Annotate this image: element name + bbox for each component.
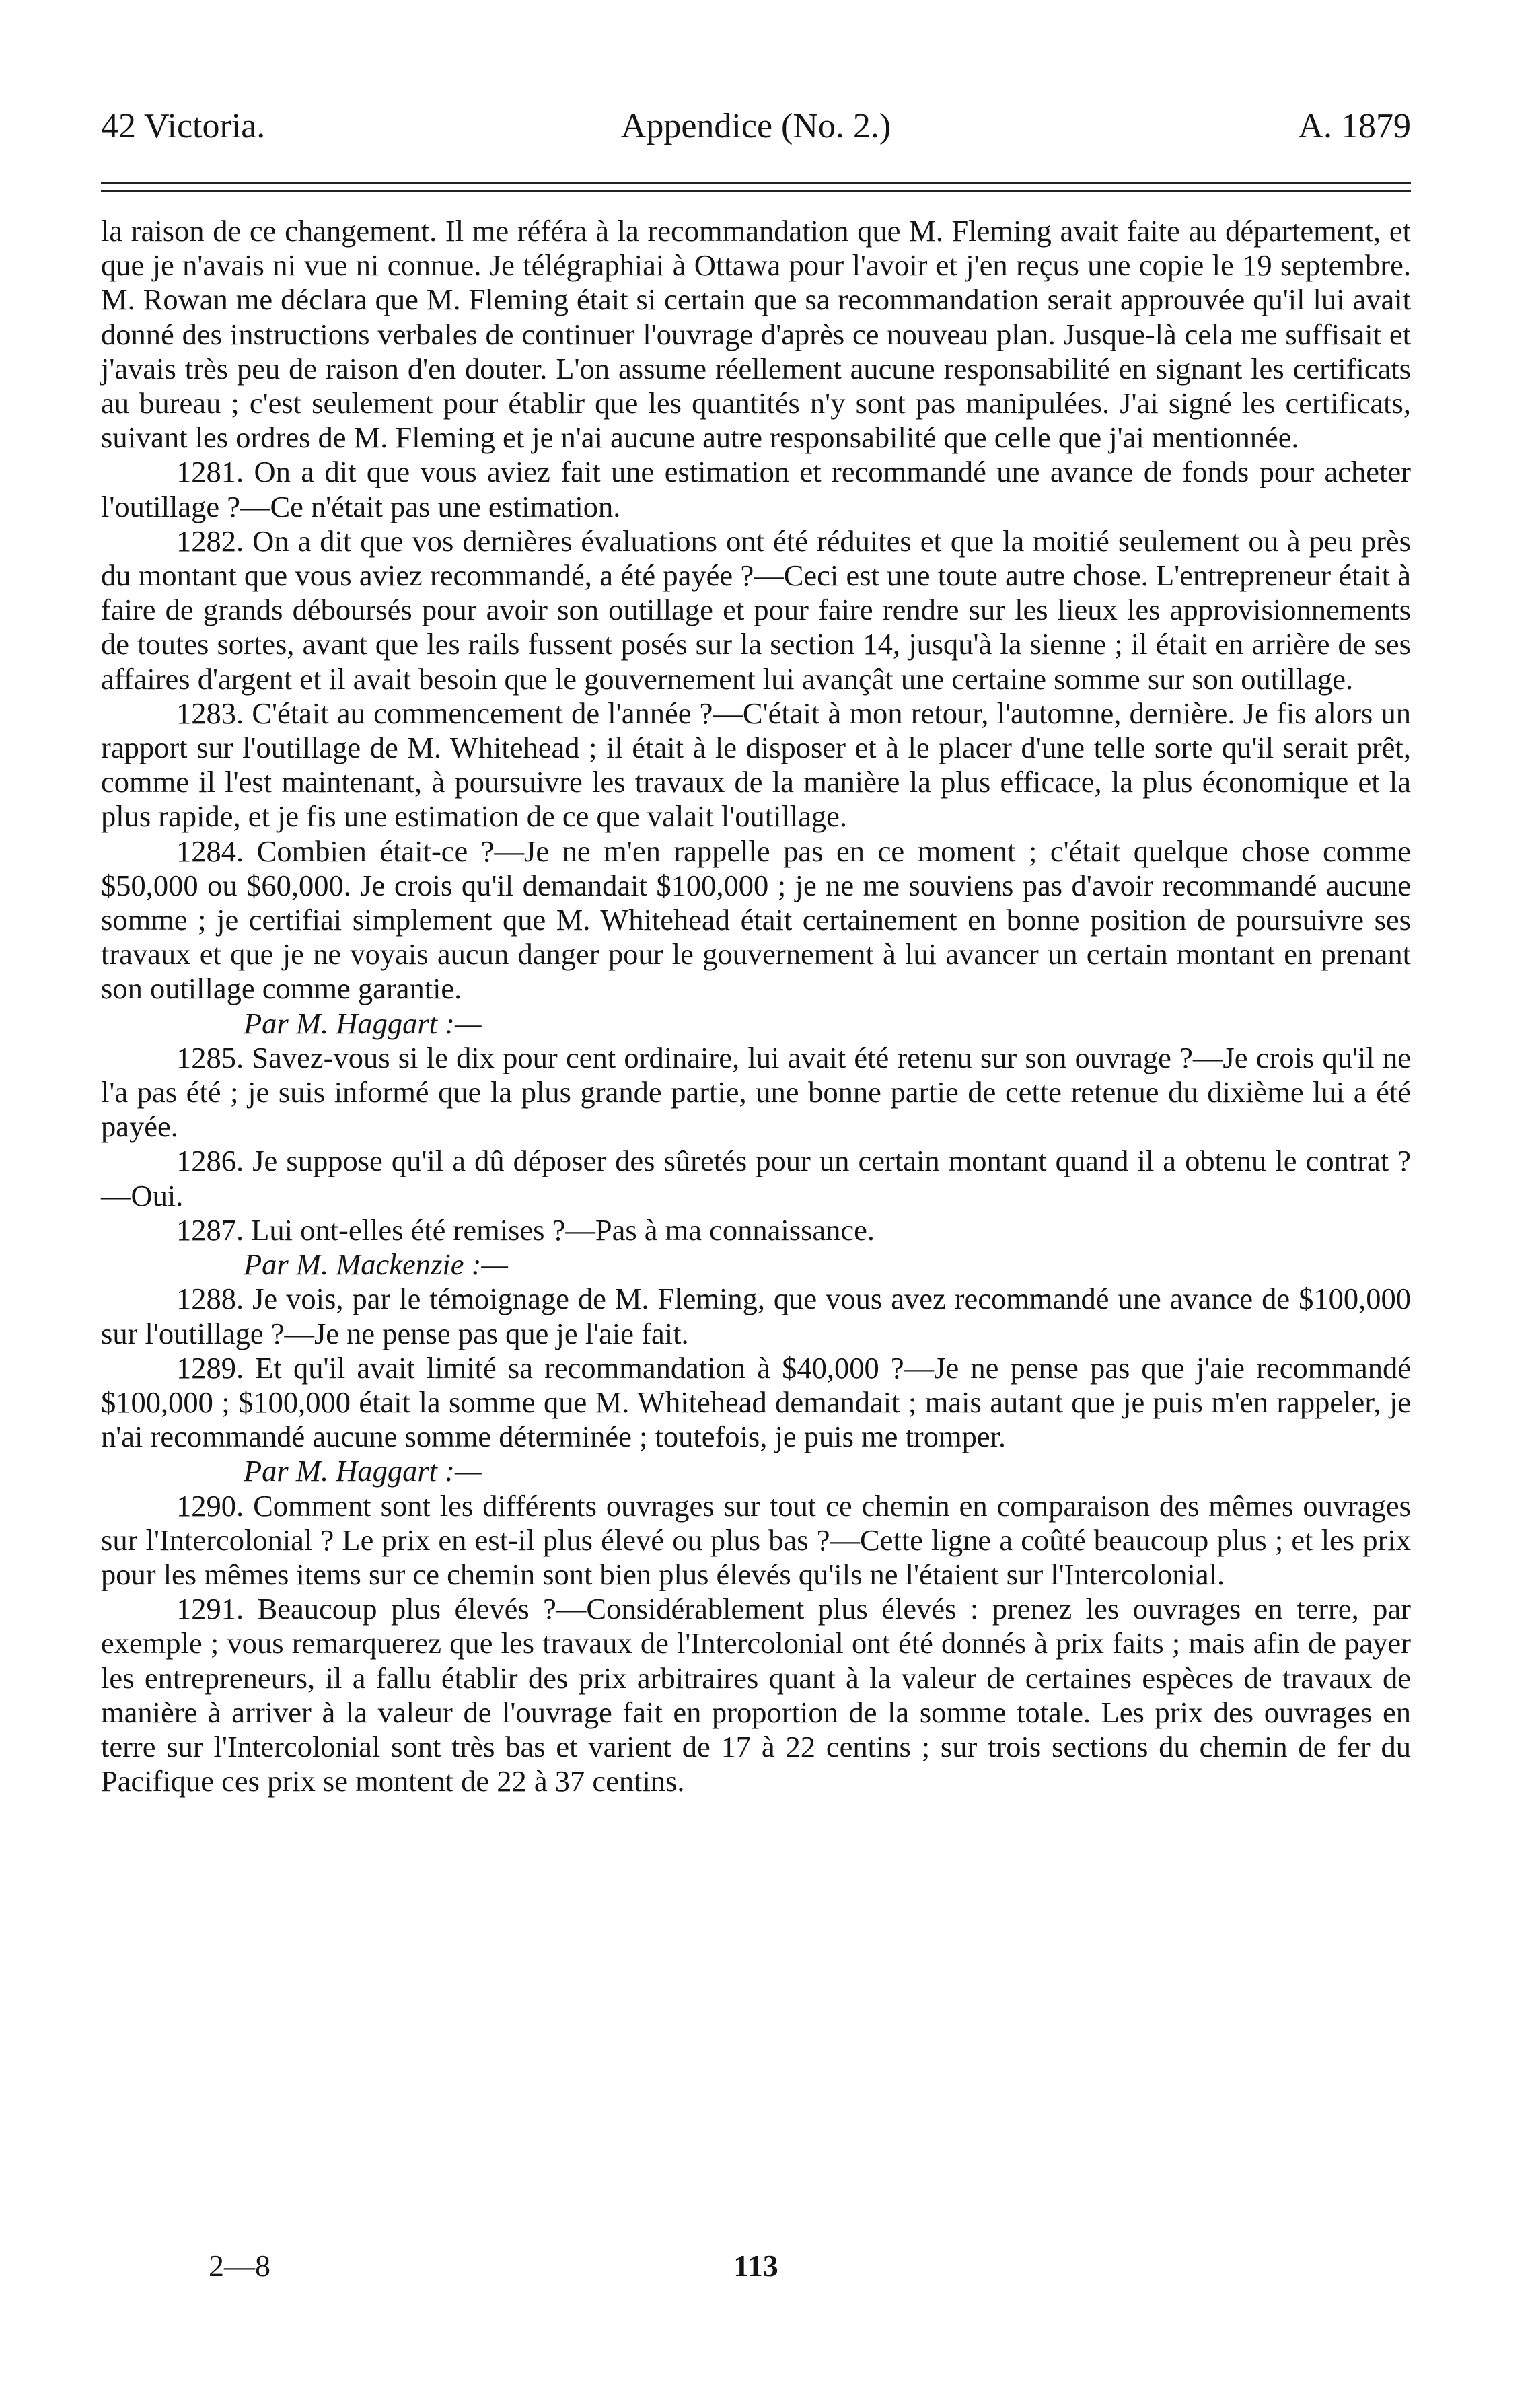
testimony-1290: 1290. Comment sont les différents ouvrages sur tout ce chemin en comparaison des mêmes ouvrages sur l'Intercolonial ? Le prix en est-il plus élevé ou plus bas ?—Cette ligne a coûté beaucoup plus ; et les prix pour les mêmes items sur ce chemin sont bien plus élevés qu'ils ne l'étaient sur l'Intercolonial. (101, 1488, 1411, 1591)
signature-mark: 2—8 (209, 2249, 270, 2283)
testimony-1285: 1285. Savez-vous si le dix pour cent ordinaire, lui avait été retenu sur son ouvrage ?—Je crois qu'il ne l'a pas été ; je suis informé que la plus grande partie, une bonne partie de cette retenue du dixième lui a été payée. (101, 1040, 1411, 1144)
header-appendix: Appendice (No. 2.) (620, 107, 891, 145)
speaker-heading-mackenzie: Par M. Mackenzie :— (244, 1247, 508, 1282)
header-year: A. 1879 (1298, 107, 1411, 145)
page-footer (101, 2247, 1411, 2285)
speaker-heading-haggart: Par M. Haggart :— (244, 1006, 482, 1040)
testimony-1282: 1282. On a dit que vos dernières évaluations ont été réduites et que la moitié seulement ou à peu près du montant que vous aviez recommandé, a été payée ?—Ceci est une toute autre chose. L'entrepreneur était à faire de grands déboursés pour avoir son outillage et pour faire rendre sur les lieux les approvisionnements de toutes sortes, avant que les rails fussent posés sur la section 14, jusqu'à la sienne ; il était en arrière de ses affaires d'argent et il avait besoin que le gouvernement lui avançât une certaine somme sur son outillage. (101, 523, 1411, 696)
speaker-heading-haggart-2: Par M. Haggart :— (244, 1454, 482, 1488)
testimony-1284: 1284. Combien était-ce ?—Je ne m'en rappelle pas en ce moment ; c'était quelque chose comme $50,000 ou $60,000. Je crois qu'il demandait $100,000 ; je ne me souviens pas d'avoir recommandé aucune somme ; je certifiai simplement que M. Whitehead était certainement en bonne position de poursuivre ses travaux et que je ne voyais aucun danger pour le gouvernement à lui avancer un certain montant en prenant son outillage comme garantie. (101, 834, 1411, 1006)
testimony-1291: 1291. Beaucoup plus élevés ?—Considérablement plus élevés : prenez les ouvrages en terre, par exemple ; vous remarquerez que les travaux de l'Intercolonial ont été donnés à prix faits ; mais afin de payer les entrepreneurs, il a fallu établir des prix arbitraires quant à la valeur de certaines espèces de travaux de manière à arriver à la valeur de l'ouvrage fait en proportion de la somme totale. Les prix des ouvrages en terre sur l'Intercolonial sont très bas et varient de 17 à 22 centins ; sur trois sections du chemin de fer du Pacifique ces prix se montent de 22 à 37 centins. (101, 1592, 1411, 1798)
testimony-1283: 1283. C'était au commencement de l'année ?—C'était à mon retour, l'automne, dernière. Je fis alors un rapport sur l'outillage de M. Whitehead ; il était à le disposer et à le placer d'une telle sorte qu'il serait prêt, comme il l'est maintenant, à poursuivre les travaux de la manière la plus efficace, la plus économique et la plus rapide, et je fis une estimation de ce que valait l'outillage. (101, 696, 1411, 834)
testimony-1286: 1286. Je suppose qu'il a dû déposer des sûretés pour un certain montant quand il a obtenu le contrat ?—Oui. (101, 1144, 1411, 1212)
header-rule-top (101, 182, 1411, 184)
page-number: 113 (733, 2249, 778, 2283)
body-text (101, 214, 1411, 1798)
testimony-1287: 1287. Lui ont-elles été remises ?—Pas à ma connaissance. (176, 1212, 875, 1247)
header-session: 42 Victoria. (101, 107, 266, 145)
running-header (101, 100, 1411, 153)
paragraph-continued: la raison de ce changement. Il me référa à la recommandation que M. Fleming avait faite au département, et que je n'avais ni vue ni connue. Je télégraphiai à Ottawa pour l'avoir et j'en reçus une copie le 19 septembre. M. Rowan me déclara que M. Fleming était si certain que sa recommandation serait approuvée qu'il lui avait donné des instructions verbales de continuer l'ouvrage d'après ce nouveau plan. Jusque-là cela me suffisait et j'avais très peu de raison d'en douter. L'on assume réellement aucune responsabilité en signant les certificats au bureau ; c'est seulement pour établir que les quantités n'y sont pas manipulées. J'ai signé les certificats, suivant les ordres de M. Fleming et je n'ai aucune autre responsabilité que celle que j'ai mentionnée. (101, 214, 1411, 455)
testimony-1289: 1289. Et qu'il avait limité sa recommandation à $40,000 ?—Je ne pense pas que j'aie recommandé $100,000 ; $100,000 était la somme que M. Whitehead demandait ; mais autant que je puis m'en rappeler, je n'ai recommandé aucune somme déterminée ; toutefois, je puis me tromper. (101, 1350, 1411, 1454)
header-rule-bottom (101, 190, 1411, 192)
testimony-1281: 1281. On a dit que vous aviez fait une estimation et recommandé une avance de fonds pour acheter l'outillage ?—Ce n'était pas une estimation. (101, 455, 1411, 523)
testimony-1288: 1288. Je vois, par le témoignage de M. Fleming, que vous avez recommandé une avance de $100,000 sur l'outillage ?—Je ne pense pas que je l'aie fait. (101, 1282, 1411, 1350)
